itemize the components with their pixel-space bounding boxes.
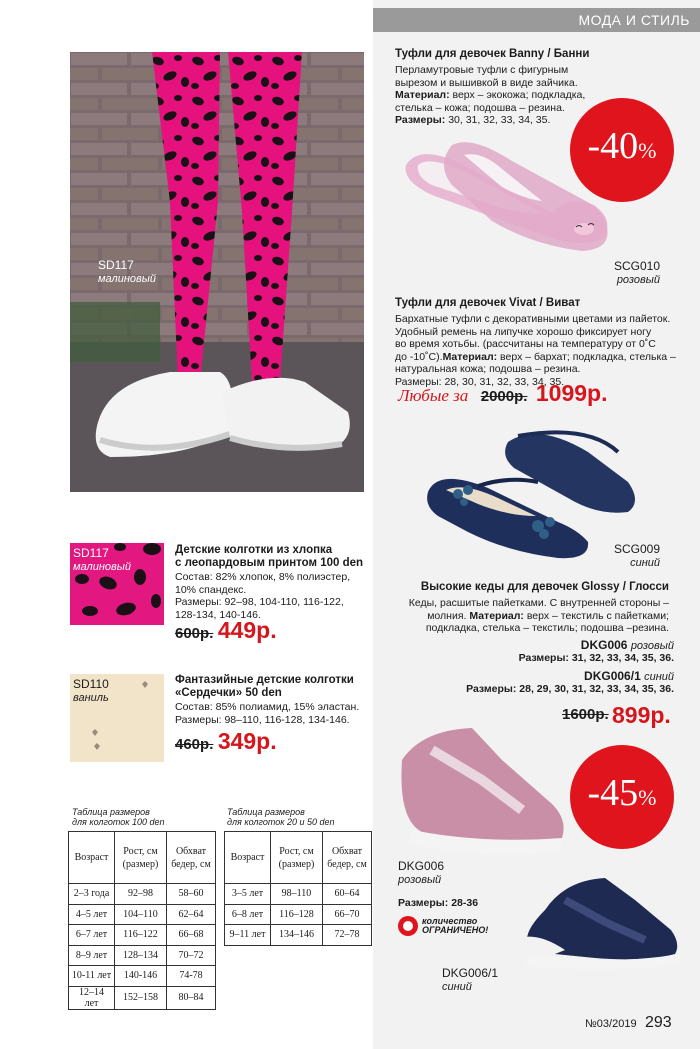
banny-info: Туфли для девочек Banny / Банни Перламутровые туфли с фигурным вырезом и вышивкой в виде зайчика. Материал: верх – экокожа; подкладка, стелька – кожа; подошва – резина. Размеры: 30, 31, 32, 33, 34, 35. (395, 48, 695, 127)
new-price: 1099р. (535, 380, 608, 406)
glossy-photo-code-1: DKG006 розовый (398, 859, 445, 886)
issue-number: №03/2019 (585, 1018, 637, 1030)
discount-40-badge: -40% (570, 98, 674, 202)
heart-tights-price (175, 728, 277, 755)
table-row: 8–9 лет 128–134 70–72 (69, 945, 216, 966)
table-50-caption: Таблица размеров для колготок 20 и 50 den (227, 807, 335, 827)
product-sizes: Размеры: 98–110, 116-128, 134-146. (175, 713, 350, 726)
vivat-code: SCG009 синий (613, 542, 660, 569)
vivat-info: Туфли для девочек Vivat / Виват Бархатные туфли с декоративными цветами из пайеток. Удобный ремень на липучке хорошо фиксирует ногу во время хотьбы. (рассчитаны на температуру от 0˚С до -10˚С).Материал: верх – бархат; подкладка, стелька – натуральная кожа; подошва – резина. Размеры: 28, 30, 31, 32, 33, 34, 35. (395, 297, 695, 388)
leopard-tights-photo (70, 52, 364, 492)
limited-quantity-stamp (396, 914, 420, 943)
product-title: Туфли для девочек Banny / Банни (395, 48, 590, 60)
product-title: Высокие кеды для девочек Glossy / Глосси (420, 581, 669, 593)
old-price: 600р. (175, 625, 214, 642)
glossy-variants: DKG006 розовый Размеры: 31, 32, 33, 34, 35, 36. DKG006/1 синий Размеры: 28, 29, 30, 31, 32, 33, 34, 35, 36. (466, 638, 674, 695)
product-title: Туфли для девочек Vivat / Виват (395, 297, 581, 309)
leopard-tights-swatch (70, 543, 164, 625)
heart-tights-swatch (70, 674, 164, 762)
discount-45-badge: -45% (570, 745, 674, 849)
swatch-label: SD117 малиновый (73, 546, 131, 573)
table-row: 6–8 лет 116–128 66–70 (225, 904, 372, 925)
table-row: 12–14 лет 152–158 80–84 (69, 986, 216, 1009)
photo-code-label: SD117 малиновый (98, 258, 156, 285)
product-composition: Состав: 82% хлопок, 8% полиэстер, 10% спандекс. (175, 571, 351, 596)
old-price: 2000р. (480, 388, 528, 405)
vivat-shoes-image (418, 412, 643, 562)
table-row: 6–7 лет 116–122 66–68 (69, 925, 216, 946)
new-price: 899р. (612, 702, 671, 728)
page-number: 293 (645, 1014, 672, 1031)
glossy-photo-sizes: Размеры: 28-36 (398, 897, 479, 909)
table-row: 9–11 лет 134–146 72–78 (225, 925, 372, 946)
table-row: 2–3 года 92–98 58–60 (69, 884, 216, 905)
glossy-blue-image (505, 870, 685, 970)
glossy-info: Высокие кеды для девочек Glossy / Глосси Кеды, расшитые пайетками. С внутренней стороны – молния. Материал: верх – текстиль с пайетками; подкладка, стелька – текстиль; подошва –резина. (395, 581, 695, 635)
product-title: Детские колготки из хлопка с леопардовым принтом 100 den (175, 544, 364, 569)
product-sizes: Размеры: 92–98, 104-110, 116-122, 128-134, 140-146. (175, 596, 344, 621)
product-composition: Состав: 85% полиамид, 15% эластан. (175, 701, 360, 713)
table-row: 3–5 лет 98–110 60–64 (225, 884, 372, 905)
banny-shoes-image (392, 125, 622, 260)
promo-label: Любые за (398, 386, 469, 405)
table-row: 4–5 лет 104–110 62–64 (69, 904, 216, 925)
heart-tights-info (175, 674, 370, 726)
glossy-photo-code-2: DKG006/1 синий (442, 966, 499, 993)
vivat-price (398, 380, 608, 407)
glossy-pink-image (392, 720, 572, 865)
leopard-tights-info (175, 544, 370, 621)
swatch-label: SD110 ваниль (73, 677, 109, 704)
section-header: МОДА И СТИЛЬ (373, 8, 700, 32)
old-price: 1600р. (562, 706, 609, 723)
banny-code: SCG010 розовый (613, 259, 660, 286)
size-table-50den: Возраст Рост, см (размер) Обхват бедер, см 3–5 лет 98–110 60–64 6–8 лет 116–128 66–70 9–11 лет 134–146 72–78 (224, 831, 372, 946)
table-100-caption: Таблица размеров для колготок 100 den (72, 807, 165, 827)
new-price: 349р. (217, 728, 277, 754)
leopard-tights-price (175, 617, 277, 644)
table-row: 10-11 лет 140-146 74-78 (69, 966, 216, 987)
size-table-100den: Возраст Рост, см (размер) Обхват бедер, см 2–3 года 92–98 58–60 4–5 лет 104–110 62–64 6–7 лет 116–122 66–68 8–9 лет 128–134 70–72 10-11 лет 140-146 74-78 12–14 лет 152–158 80–84 (68, 831, 216, 1010)
limited-icon (396, 914, 420, 938)
old-price: 460р. (175, 736, 214, 753)
product-title: Фантазийные детские колготки «Сердечки» 50 den (175, 674, 354, 699)
new-price: 449р. (217, 617, 277, 643)
